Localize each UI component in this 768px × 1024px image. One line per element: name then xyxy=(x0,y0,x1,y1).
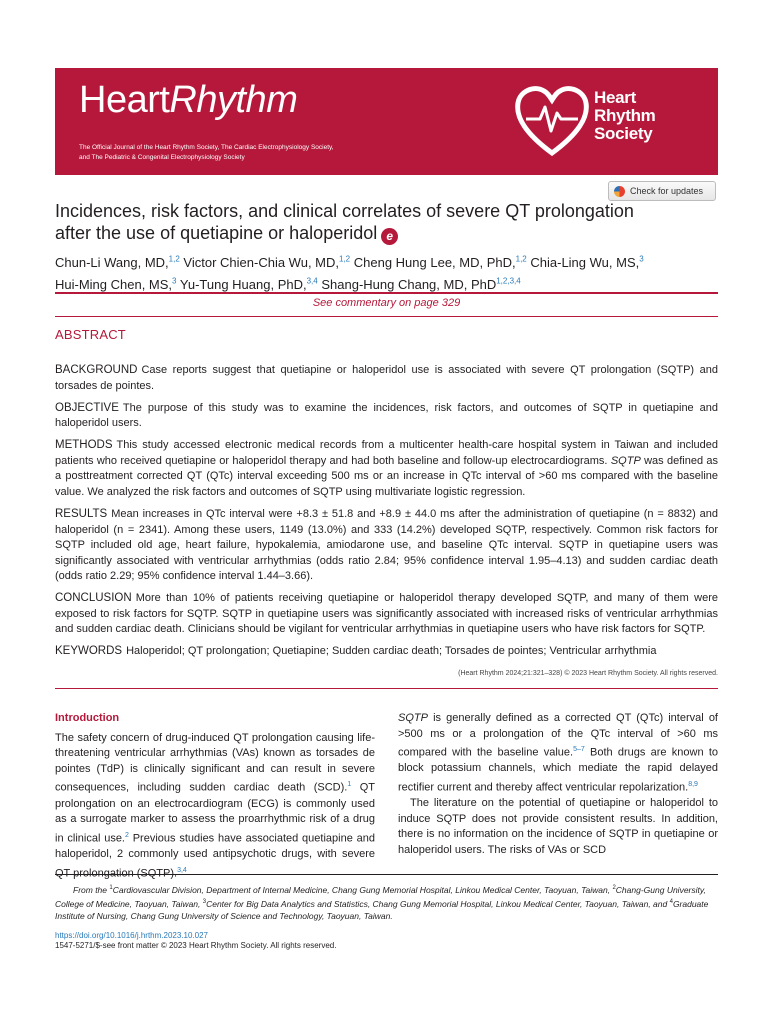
section-heading: Introduction xyxy=(55,712,120,724)
abstract-conclusion: CONCLUSION More than 10% of patients receiving quetiapine or haloperidol therapy developed SQTP, and many of them were exposed to risk factors for SQTP. SQTP in quetiapine users was significantly associated with increased risks of ventricular arrhythmias and sudden cardiac death. Clinicians should be vigilant for ventricular arrhythmias in quetiapine users who have risk factors for SQTP. xyxy=(55,592,718,636)
divider xyxy=(55,316,718,317)
author: Shang-Hung Chang, MD, PhD$^{1,2,3,4}$ xyxy=(321,276,521,292)
author: Cheng Hung Lee, MD, PhD,$^{1,2}$ xyxy=(353,255,527,271)
abstract-heading: ABSTRACT xyxy=(55,327,126,342)
author-list xyxy=(55,251,720,294)
author: Yu-Tung Huang, PhD,$^{3,4}$ xyxy=(179,276,318,292)
article-title: Incidences, risk factors, and clinical correlates of severe QT prolongation after the use of quetiapine or haloperidol e xyxy=(55,201,634,243)
abstract-objective: OBJECTIVE The purpose of this study was to examine the incidences, risk factors, and outcomes of SQTP in quetiapine and haloperidol users. xyxy=(55,401,718,430)
footnote-divider xyxy=(55,874,718,875)
e-component-icon[interactable]: e xyxy=(381,228,398,245)
divider xyxy=(55,688,718,689)
abstract-keywords: KEYWORDS Haloperidol; QT prolongation; Quetiapine; Sudden cardiac death; Torsades de pointes; Ventricular arrhythmia xyxy=(55,645,657,658)
citation-line: (Heart Rhythm 2024;21:321–328) © 2023 Heart Rhythm Society. All rights reserved. xyxy=(458,670,718,677)
crossmark-icon xyxy=(614,186,625,197)
abstract xyxy=(55,363,718,666)
commentary-link[interactable]: See commentary on page 329 xyxy=(312,297,461,309)
reference-link[interactable]: 1 xyxy=(347,781,352,789)
reference-link[interactable]: 2 xyxy=(125,831,129,839)
check-for-updates-label: Check for updates xyxy=(630,186,704,196)
check-for-updates-button[interactable] xyxy=(608,181,716,201)
journal-tagline: The Official Journal of the Heart Rhythm Society, The Cardiac Electrophysiology Society, and The Pediatric & Congenital Electrophysiology Society xyxy=(79,144,334,161)
society-name: Heart Rhythm Society xyxy=(594,88,656,143)
affiliations: From the $^1$Cardiovascular Division, Department of Internal Medicine, Chang Gung Memorial Hospital, Linkou Medical Center, Taoyuan, Taiwan, $^2$Chang-Gung University, College of Medicine, Taoyuan, Taiwan, $^3$Center for Big Data Analytics and Statistics, Chang Gung Memorial Hospital, Linkou Medical Center, Taoyuan, Taiwan, and $^4$Graduate Institute of Nursing, Chang Gung University of Science and Technology, Taoyuan, Taiwan. xyxy=(55,884,709,921)
reference-link[interactable]: 5–7 xyxy=(573,746,585,754)
author: Hui-Ming Chen, MS,$^3$ xyxy=(55,276,177,292)
author: Chun-Li Wang, MD,$^{1,2}$ xyxy=(55,255,180,271)
body-paragraph: The safety concern of drug-induced QT prolongation causing life-threatening ventricular arrhythmias (VAs) known as torsades de pointes (TdP) is clinically significant and can result in severe consequences, including sudden cardiac death (SCD).$^1$ QT prolongation on an electrocardiogram (ECG) is commonly used as a surrogate marker to assess the proarrhythmic risk of a drug in clinical use.$^2$ Previous studies have associated quetiapine and haloperidol, 2 commonly used antipsychotic drugs, with severe $^{3,4}$ xyxy=(55,731,375,874)
body-column-right xyxy=(398,711,718,859)
divider xyxy=(55,292,718,294)
reference-link[interactable]: 8,9 xyxy=(688,781,698,789)
issn-line: 1547-5271/$-see front matter © 2023 Heart Rhythm Society. All rights reserved. xyxy=(55,941,337,950)
journal-banner xyxy=(55,68,718,175)
abstract-methods: METHODS This study accessed electronic medical records from a multicenter health-care hospital system in Taiwan and included patients who received quetiapine or haloperidol therapy and had both baseline and follow-up electrocardiograms. SQTP was defined as a posttreatment corrected QT (QTc) interval exceeding 500 ms or an increase in QTc interval of >60 ms compared with the baseline value. We analyzed the risk factors and outcomes of SQTP using multivariate logistic regression. xyxy=(55,439,719,498)
reference-link[interactable]: 3,4 xyxy=(177,866,187,874)
body-paragraph: SQTP is generally defined as a corrected QT (QTc) interval of >500 ms or a prolongation of the QTc interval of >60 ms compared with the baseline value.$^{5-7}$ Both drugs are known to block potassium channels, which mediate the rapid delayed rectifier current and thereby affect ventricular repolarization.$^{8,9}$ xyxy=(398,712,718,794)
body-paragraph: The literature on the potential of quetiapine or haloperidol to induce SQTP does not provide consistent results. In addition, there is no information on the incidence of SQTP in quetiapine or haloperidol users. The risks of VAs or SCD xyxy=(398,797,718,857)
author: Victor Chien-Chia Wu, MD,$^{1,2}$ xyxy=(183,255,351,271)
abstract-background: BACKGROUND Case reports suggest that quetiapine or haloperidol use is associated with severe QT prolongation (SQTP) and torsades de pointes. xyxy=(55,364,718,392)
journal-name: HeartRhythm xyxy=(79,79,298,121)
body-column-left xyxy=(55,711,375,882)
heart-logo-icon xyxy=(512,83,592,159)
doi-link[interactable]: https://doi.org/10.1016/j.hrthm.2023.10.027 xyxy=(55,931,208,940)
society-logo xyxy=(512,83,682,159)
author: Chia-Ling Wu, MS,$^3$ xyxy=(530,255,644,271)
abstract-results: RESULTS Mean increases in QTc interval were +8.3 ± 51.8 and +8.9 ± 44.0 ms after the administration of quetiapine (n = 8832) and haloperidol (n = 2341). Among these users, 1149 (13.0%) and 333 (14.2%) developed SQTP, respectively. Common risk factors for SQTP included old age, heart failure, hypokalemia, amiodarone use, and baseline QTc interval. SQTP in quetiapine users was significantly associated with ventricular arrhythmias (odds ratio 2.84; 95% confidence interval 1.95–4.13) and sudden cardiac death (odds ratio 2.29; 95% confidence interval 1.44–3.66). xyxy=(55,507,718,583)
